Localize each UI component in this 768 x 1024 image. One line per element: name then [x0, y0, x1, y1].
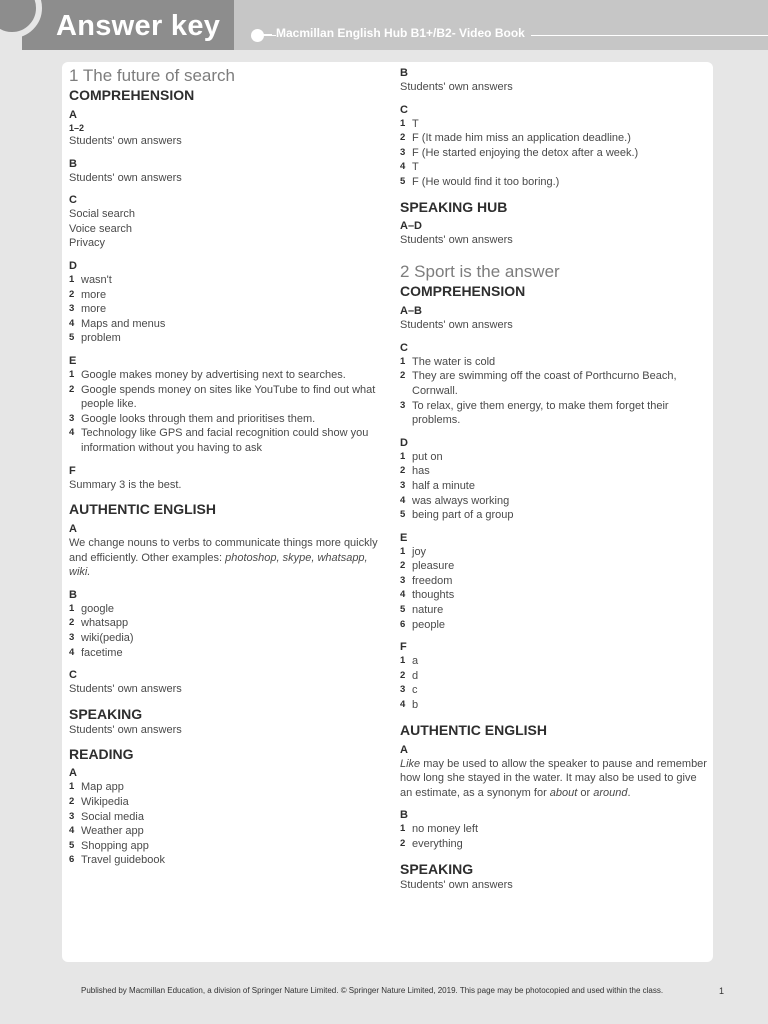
- item-text: Weather app: [81, 825, 144, 838]
- header: [0, 0, 768, 50]
- answer-item: [69, 795, 379, 810]
- answer-item: [69, 616, 379, 631]
- answer-item: [69, 602, 379, 617]
- item-number: 4: [400, 494, 406, 506]
- item-text: half a minute: [412, 479, 475, 492]
- item-number: 3: [69, 412, 75, 424]
- item-number: 1: [69, 781, 75, 793]
- item-number: 5: [400, 175, 406, 187]
- answer-item: [400, 117, 710, 132]
- item-text: whatsapp: [81, 617, 129, 630]
- answer-item: [400, 369, 710, 398]
- section-heading: SPEAKING: [69, 705, 143, 722]
- item-text: Wikipedia: [81, 796, 129, 809]
- section-heading: COMPREHENSION: [400, 283, 526, 300]
- item-number: 3: [400, 574, 406, 586]
- answer-item: [69, 646, 379, 661]
- exercise-label: A–B: [400, 305, 423, 318]
- answer-sheet: [62, 62, 713, 962]
- paragraph-text: We change nouns to verbs to communicate things more quickly and efficiently. Other examples:: [69, 537, 378, 564]
- answer-text: Students' own answers: [400, 878, 513, 891]
- item-text: pleasure: [412, 560, 455, 573]
- item-number: 3: [69, 632, 75, 644]
- item-number: 3: [69, 810, 75, 822]
- exercise-label: C: [400, 341, 408, 354]
- item-number: 1: [69, 368, 75, 380]
- item-text: Travel guidebook: [81, 854, 165, 867]
- exercise-label: D: [400, 436, 408, 449]
- exercise-sublabel: 1–2: [69, 123, 85, 133]
- section-heading: COMPREHENSION: [69, 87, 195, 103]
- answer-item: [69, 839, 379, 854]
- answer-text: Students' own answers: [69, 723, 182, 736]
- item-text: Google looks through them and prioritises them.: [81, 412, 316, 425]
- answer-text: Students' own answers: [400, 233, 513, 246]
- item-text: more: [81, 288, 107, 301]
- item-text: being part of a group: [412, 509, 514, 522]
- item-text: more: [81, 303, 107, 316]
- answer-line: Privacy: [69, 237, 106, 250]
- item-text: has: [412, 465, 430, 478]
- answer-item: [400, 464, 710, 479]
- exercise-label: A: [69, 767, 77, 780]
- item-text: put on: [412, 450, 443, 463]
- item-number: 5: [400, 509, 406, 521]
- answer-item: [400, 698, 710, 713]
- item-number: 2: [400, 370, 406, 382]
- item-number: 4: [400, 161, 406, 173]
- item-number: 2: [69, 288, 75, 300]
- answer-item: [69, 631, 379, 646]
- item-text: wasn't: [81, 273, 112, 286]
- answer-item: [400, 508, 710, 523]
- item-text: google: [81, 602, 115, 615]
- answer-item: [400, 355, 710, 370]
- item-number: 3: [400, 479, 406, 491]
- section-heading: READING: [69, 746, 134, 763]
- exercise-label: A–D: [400, 219, 423, 232]
- item-number: 5: [69, 839, 75, 851]
- paragraph-text: may be used to allow the speaker to pause and remember how long she stayed in the water. It may also be used to give an estimate, as a synonym for: [400, 757, 707, 799]
- item-text: T: [412, 161, 419, 174]
- exercise-label: A: [69, 523, 77, 536]
- exercise-label: D: [69, 259, 77, 272]
- item-text: Technology like GPS and facial recognition could show you information without you having to ask: [81, 427, 369, 454]
- footer-text: Published by Macmillan Education, a division of Springer Nature Limited. © Springer Nature Limited, 2019. This page may be photocopied and used within the class.: [81, 986, 664, 995]
- item-text: wiki(pedia): [81, 632, 134, 645]
- paragraph-text: .: [627, 786, 631, 799]
- answer-text: Students' own answers: [69, 683, 182, 696]
- item-text: Social media: [81, 810, 144, 823]
- answer-item: [400, 479, 710, 494]
- answer-item: [400, 618, 710, 633]
- answer-item: [400, 683, 710, 698]
- page-title: Answer key: [56, 10, 221, 42]
- exercise-label: C: [69, 194, 77, 207]
- answer-item: [69, 426, 379, 455]
- item-number: 6: [400, 618, 406, 630]
- exercise-label: A: [400, 743, 408, 756]
- dash-icon: [263, 34, 272, 36]
- item-text: F (He would find it too boring.): [412, 175, 560, 188]
- answer-item: [69, 331, 379, 346]
- italic-word: about: [549, 786, 578, 799]
- exercise-label: F: [69, 464, 76, 477]
- page-number: 1: [719, 986, 725, 996]
- item-text: They are swimming off the coast of Porthcurno Beach, Cornwall.: [412, 370, 677, 397]
- item-number: 6: [69, 854, 75, 866]
- item-text: people: [412, 618, 446, 631]
- item-text: everything: [412, 838, 463, 850]
- answer-item: [400, 399, 710, 428]
- item-number: 3: [69, 303, 75, 315]
- item-number: 1: [400, 117, 406, 129]
- unit-title: 2 Sport is the answer: [400, 262, 560, 282]
- answer-text: Students' own answers: [69, 135, 182, 147]
- item-number: 2: [400, 669, 406, 681]
- answer-item: [69, 288, 379, 303]
- answer-text: Students' own answers: [69, 171, 182, 184]
- item-number: 4: [69, 317, 75, 329]
- italic-word: Like: [400, 757, 421, 770]
- answer-item: [400, 588, 710, 603]
- item-text: T: [412, 117, 419, 130]
- answer-item: [69, 302, 379, 317]
- section-heading: AUTHENTIC ENGLISH: [400, 721, 547, 738]
- exercise-label: A: [69, 109, 77, 121]
- answer-item: [400, 494, 710, 509]
- answer-item: [400, 146, 710, 161]
- answer-item: [400, 131, 710, 146]
- item-text: To relax, give them energy, to make them forget their problems.: [412, 399, 669, 427]
- answer-item: [400, 450, 710, 465]
- item-number: 2: [69, 383, 75, 395]
- item-number: 1: [400, 655, 406, 667]
- item-number: 1: [69, 602, 75, 614]
- item-text: F (It made him miss an application deadline.): [412, 132, 631, 145]
- answer-item: [400, 822, 710, 837]
- section-heading: SPEAKING: [400, 860, 474, 877]
- item-number: 1: [400, 545, 406, 557]
- answer-item: [400, 654, 710, 669]
- item-number: 5: [69, 332, 75, 344]
- exercise-label: B: [69, 157, 77, 170]
- item-text: no money left: [412, 823, 479, 836]
- answer-item: [400, 559, 710, 574]
- item-number: 3: [400, 684, 406, 696]
- book-title: Macmillan English Hub B1+/B2- Video Book: [276, 26, 531, 40]
- item-number: 2: [400, 132, 406, 144]
- item-number: 2: [400, 838, 406, 849]
- item-text: facetime: [81, 646, 123, 659]
- item-text: Google makes money by advertising next to searches.: [81, 368, 346, 381]
- answer-item: [69, 273, 379, 288]
- answer-item: [400, 574, 710, 589]
- item-text: b: [412, 699, 419, 712]
- answer-paragraph: [69, 536, 379, 580]
- item-text: nature: [412, 604, 444, 617]
- item-number: 4: [400, 589, 406, 601]
- answer-item: [69, 780, 379, 795]
- item-text: joy: [412, 545, 427, 558]
- item-number: 1: [400, 823, 406, 835]
- item-text: Map app: [81, 781, 124, 794]
- exercise-label: C: [69, 669, 77, 682]
- item-text: Shopping app: [81, 839, 149, 852]
- paragraph-text: or: [577, 786, 594, 799]
- item-number: 2: [69, 617, 75, 629]
- examples-text: photoshop, skype, whatsapp, wiki.: [69, 551, 368, 579]
- left-column: [69, 62, 379, 868]
- item-number: 2: [69, 796, 75, 808]
- answer-text: Students' own answers: [400, 319, 513, 332]
- item-text: The water is cold: [412, 355, 496, 368]
- section-heading: AUTHENTIC ENGLISH: [69, 501, 216, 518]
- exercise-label: B: [69, 588, 77, 601]
- answer-item: [69, 383, 379, 412]
- answer-item: [69, 317, 379, 332]
- book-strip: [234, 0, 768, 50]
- exercise-label: B: [400, 809, 408, 822]
- exercise-label: C: [400, 103, 408, 116]
- item-number: 2: [400, 465, 406, 477]
- item-text: Google spends money on sites like YouTube to find out what people like.: [81, 383, 376, 411]
- answer-item: [400, 603, 710, 618]
- answer-line: Social search: [69, 208, 136, 221]
- answer-line: Voice search: [69, 222, 132, 235]
- answer-item: [400, 175, 710, 190]
- section-heading: SPEAKING HUB: [400, 198, 508, 215]
- item-number: 4: [400, 699, 406, 711]
- right-column: [400, 62, 710, 892]
- item-number: 4: [69, 646, 75, 658]
- item-text: c: [412, 684, 418, 697]
- exercise-label: F: [400, 641, 407, 654]
- answer-item: [69, 824, 379, 839]
- item-number: 2: [400, 560, 406, 572]
- answer-text: Students' own answers: [400, 81, 513, 93]
- item-number: 1: [69, 273, 75, 285]
- italic-word: around: [593, 786, 628, 799]
- answer-item: [69, 853, 379, 868]
- item-number: 1: [400, 355, 406, 367]
- exercise-label: E: [400, 531, 408, 544]
- exercise-label: E: [69, 354, 77, 367]
- item-text: a: [412, 655, 419, 668]
- answer-item: [400, 837, 710, 852]
- item-number: 3: [400, 146, 406, 158]
- item-number: 5: [400, 604, 406, 616]
- item-text: problem: [81, 332, 121, 345]
- item-text: freedom: [412, 574, 453, 587]
- item-number: 4: [69, 825, 75, 837]
- answer-item: [69, 368, 379, 383]
- answer-text: Summary 3 is the best.: [69, 478, 182, 491]
- item-text: was always working: [412, 494, 510, 507]
- item-number: 1: [400, 450, 406, 462]
- item-text: d: [412, 669, 419, 682]
- item-text: Maps and menus: [81, 317, 166, 330]
- answer-item: [400, 160, 710, 175]
- answer-item: [69, 412, 379, 427]
- unit-title: 1 The future of search: [69, 66, 236, 85]
- item-number: 4: [69, 427, 75, 439]
- answer-paragraph: [400, 757, 710, 801]
- item-number: 3: [400, 399, 406, 411]
- item-text: F (He started enjoying the detox after a week.): [412, 146, 639, 159]
- answer-item: [400, 545, 710, 560]
- answer-item: [400, 669, 710, 684]
- exercise-label: B: [400, 67, 408, 79]
- answer-item: [69, 810, 379, 825]
- item-text: thoughts: [412, 589, 455, 602]
